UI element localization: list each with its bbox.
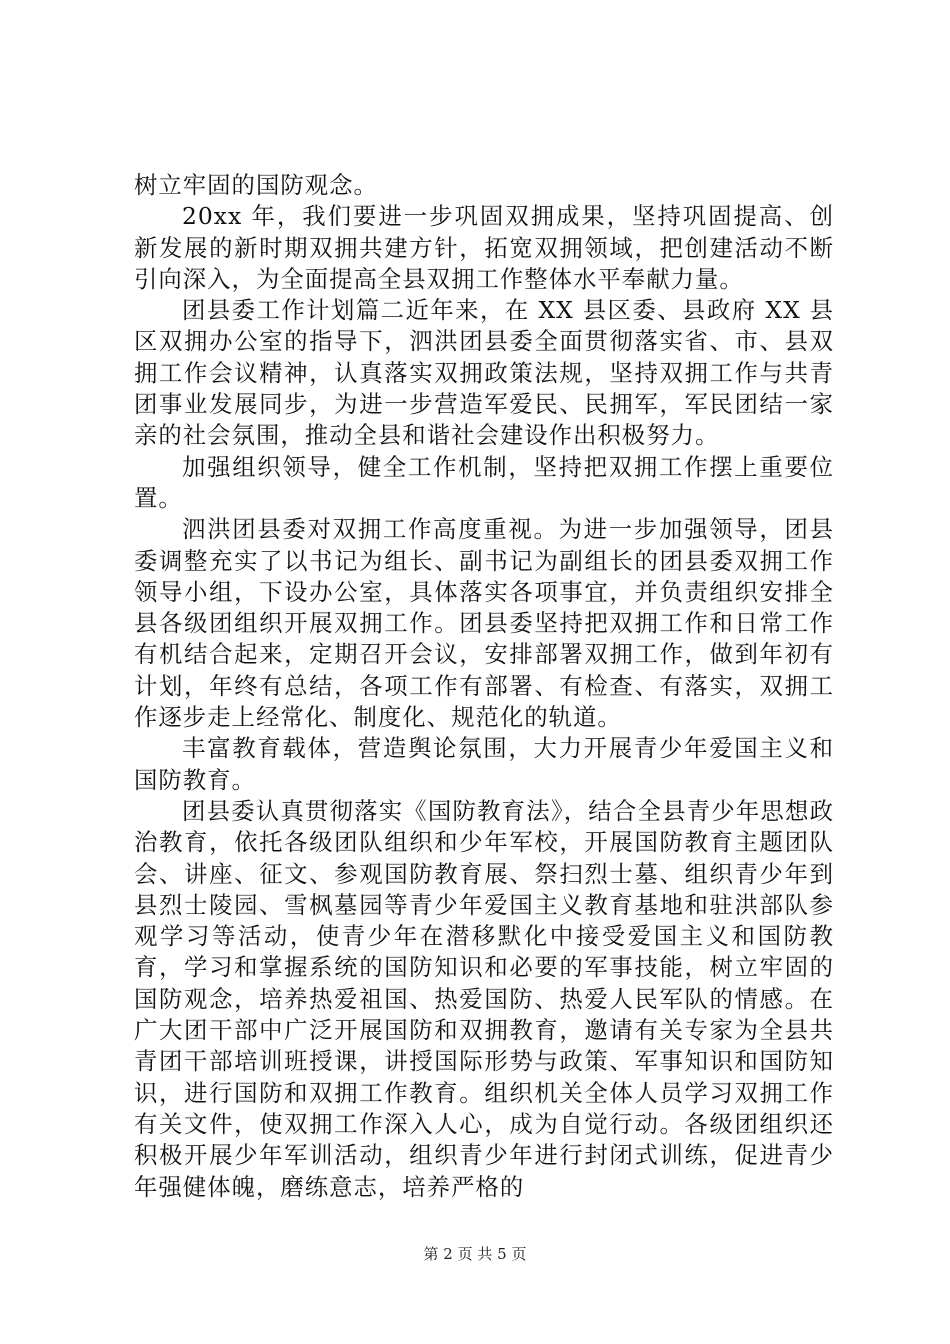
page-number-indicator: 第 2 页 共 5 页	[423, 1245, 527, 1263]
paragraph-3: 团县委工作计划篇二近年来，在 XX 县区委、县政府 XX 县区双拥办公室的指导下，泗洪团县委全面贯彻落实省、市、县双拥工作会议精神，认真落实双拥政策法规，坚持双拥工作与共青团事业发展同步，为进一步营造军爱民、民拥军，军民团结一家亲的社会氛围，推动全县和谐社会建设作出积极努力。	[134, 296, 834, 450]
paragraph-2: 20xx 年，我们要进一步巩固双拥成果，坚持巩固提高、创新发展的新时期双拥共建方针，拓宽双拥领域，把创建活动不断引向深入，为全面提高全县双拥工作整体水平奉献力量。	[134, 202, 834, 293]
paragraph-6: 丰富教育载体，营造舆论氛围，大力开展青少年爱国主义和国防教育。	[134, 734, 834, 794]
paragraph-4: 加强组织领导，健全工作机制，坚持把双拥工作摆上重要位置。	[134, 452, 834, 512]
paragraph-1: 树立牢固的国防观念。	[134, 171, 378, 199]
paragraph-5: 泗洪团县委对双拥工作高度重视。为进一步加强领导，团县委调整充实了以书记为组长、副书记为副组长的团县委双拥工作领导小组，下设办公室，具体落实各项事宜，并负责组织安排全县各级团组织开展双拥工作。团县委坚持把双拥工作和日常工作有机结合起来，定期召开会议，安排部署双拥工作，做到年初有计划，年终有总结，各项工作有部署、有检查、有落实，双拥工作逐步走上经常化、制度化、规范化的轨道。	[134, 515, 834, 732]
paragraph-7: 团县委认真贯彻落实《国防教育法》，结合全县青少年思想政治教育，依托各级团队组织和少年军校，开展国防教育主题团队会、讲座、征文、参观国防教育展、祭扫烈士墓、组织青少年到县烈士陵园、雪枫墓园等青少年爱国主义教育基地和驻洪部队参观学习等活动，使青少年在潜移默化中接受爱国主义和国防教育，学习和掌握系统的国防知识和必要的军事技能，树立牢固的国防观念，培养热爱祖国、热爱国防、热爱人民军队的情感。在广大团干部中广泛开展国防和双拥教育，邀请有关专家为全县共青团干部培训班授课，讲授国际形势与政策、军事知识和国防知识，进行国防和双拥工作教育。组织机关全体人员学习双拥工作有关文件，使双拥工作深入人心，成为自觉行动。各级团组织还积极开展少年军训活动，组织青少年进行封闭式训练，促进青少年强健体魄，磨练意志，培养严格的	[134, 796, 834, 1201]
page-footer	[0, 1244, 950, 1264]
document-body	[134, 170, 834, 1203]
